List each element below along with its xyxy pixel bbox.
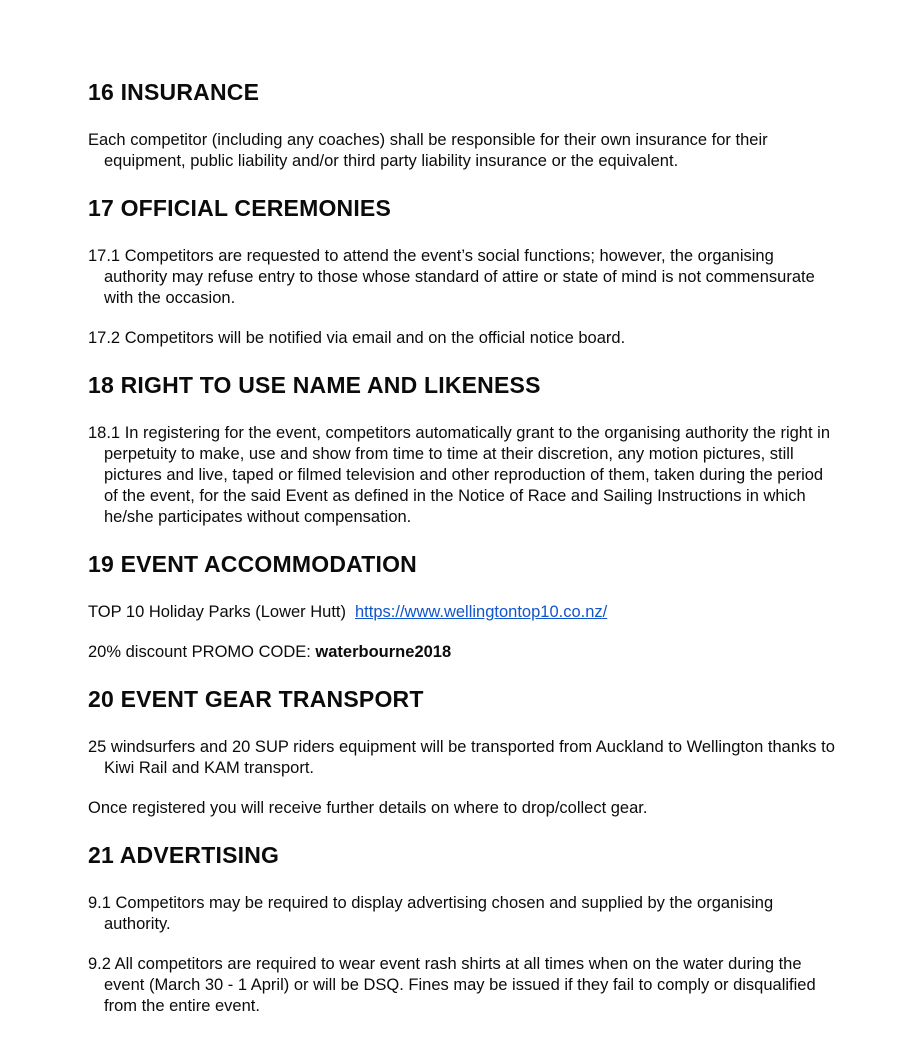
section-heading: 19 EVENT ACCOMMODATION [88, 551, 417, 577]
section-heading: 16 INSURANCE [88, 79, 260, 105]
paragraph: 9.1 Competitors may be required to display advertising chosen and supplied by the organising authority. [88, 894, 774, 933]
promo-code-value: waterbourne2018 [315, 643, 452, 661]
accommodation-link[interactable]: https://www.wellingtontop10.co.nz/ [355, 603, 608, 621]
section-official-ceremonies [88, 196, 838, 349]
section-event-accommodation [88, 552, 838, 663]
paragraph: 25 windsurfers and 20 SUP riders equipment will be transported from Auckland to Wellington thanks to Kiwi Rail and KAM transport. [88, 738, 835, 777]
paragraph: 17.2 Competitors will be notified via email and on the official notice board. [88, 329, 626, 347]
section-heading: 17 OFFICIAL CEREMONIES [88, 195, 392, 221]
paragraph: 17.1 Competitors are requested to attend the event’s social functions; however, the organising authority may refuse entry to those whose standard of attire or state of mind is not commensurate with the occasion. [88, 247, 815, 307]
section-advertising [88, 843, 838, 1017]
paragraph: Each competitor (including any coaches) shall be responsible for their own insurance for their equipment, public liability and/or third party liability insurance or the equivalent. [88, 131, 768, 170]
paragraph: 9.2 All competitors are required to wear event rash shirts at all times when on the water during the event (March 30 - 1 April) or will be DSQ. Fines may be issued if they fail to comply or disqualified from the entire event. [88, 955, 816, 1015]
paragraph-promo-code [88, 642, 838, 663]
section-heading: 20 EVENT GEAR TRANSPORT [88, 686, 424, 712]
section-right-to-use-name [88, 373, 838, 528]
paragraph-accommodation [88, 602, 838, 623]
section-heading: 21 ADVERTISING [88, 842, 280, 868]
section-event-gear-transport [88, 687, 838, 819]
section-heading: 18 RIGHT TO USE NAME AND LIKENESS [88, 372, 541, 398]
promo-text: 20% discount PROMO CODE: [88, 643, 311, 661]
accommodation-text: TOP 10 Holiday Parks (Lower Hutt) [88, 603, 346, 621]
section-insurance [88, 80, 838, 172]
paragraph: Once registered you will receive further details on where to drop/collect gear. [88, 799, 648, 817]
paragraph: 18.1 In registering for the event, competitors automatically grant to the organising authority the right in perpetuity to make, use and show from time to time at their discretion, any motion pictures, still pictures and live, taped or filmed television and other reproduction of them, taken during the period of the event, for the said Event as defined in the Notice of Race and Sailing Instructions in which he/she participates without compensation. [88, 424, 830, 526]
